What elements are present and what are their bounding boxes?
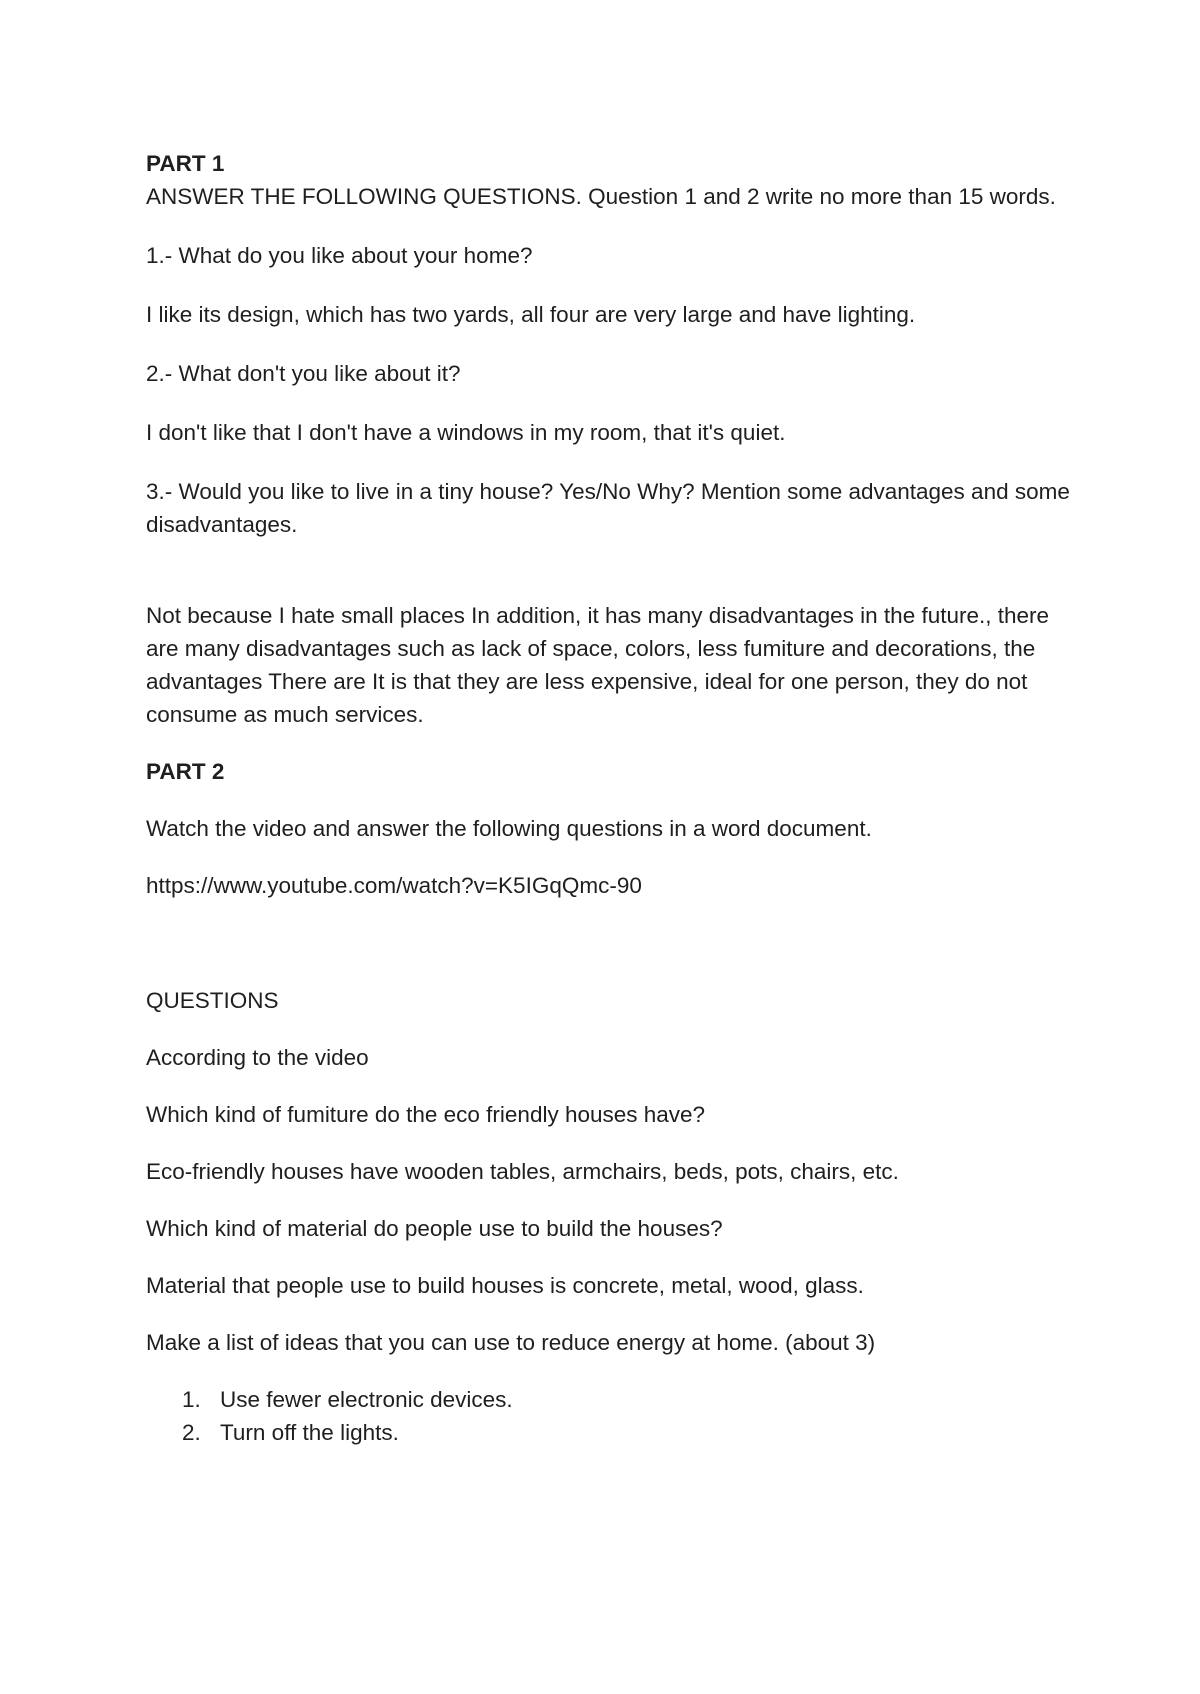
energy-ideas-list [146, 1383, 1076, 1449]
list-item [146, 1383, 1076, 1416]
part2-heading: PART 2 [146, 759, 225, 784]
part1-answer-1: I like its design, which has two yards, all four are very large and have lighting. [146, 302, 916, 327]
video-link[interactable]: https://www.youtube.com/watch?v=K5IGqQmc-90 [146, 873, 642, 898]
list-item [146, 1416, 1076, 1449]
part1-heading: PART 1 [146, 151, 225, 176]
part2-question-2: Which kind of material do people use to build the houses? [146, 1216, 723, 1241]
according-to-video: According to the video [146, 1045, 369, 1070]
part2-answer-2: Material that people use to build houses is concrete, metal, wood, glass. [146, 1273, 864, 1298]
list-item-number: 1. [182, 1387, 201, 1412]
list-item-text: Turn off the lights. [220, 1420, 399, 1445]
part1-answer-2: I don't like that I don't have a windows in my room, that it's quiet. [146, 420, 786, 445]
part1-question-2: 2.- What don't you like about it? [146, 361, 461, 386]
part2-answer-1: Eco-friendly houses have wooden tables, armchairs, beds, pots, chairs, etc. [146, 1159, 899, 1184]
list-item-text: Use fewer electronic devices. [220, 1387, 513, 1412]
part2-question-1: Which kind of fumiture do the eco friendly houses have? [146, 1102, 706, 1127]
questions-label: QUESTIONS [146, 988, 279, 1013]
list-item-number: 2. [182, 1420, 201, 1445]
part1-instructions: ANSWER THE FOLLOWING QUESTIONS. Question 1 and 2 write no more than 15 words. [146, 184, 1056, 209]
part1-answer-3: Not because I hate small places In addition, it has many disadvantages in the future., there are many disadvantages such as lack of space, colors, less fumiture and decorations, the advantages There are It is that they are less expensive, ideal for one person, they do not consume as much services. [146, 603, 1050, 727]
document-body [146, 147, 1076, 1449]
part1-question-1: 1.- What do you like about your home? [146, 243, 533, 268]
part1-question-3: 3.- Would you like to live in a tiny house? Yes/No Why? Mention some advantages and some disadvantages. [146, 479, 1070, 537]
part2-instructions: Watch the video and answer the following questions in a word document. [146, 816, 872, 841]
part2-question-3: Make a list of ideas that you can use to reduce energy at home. (about 3) [146, 1330, 876, 1355]
